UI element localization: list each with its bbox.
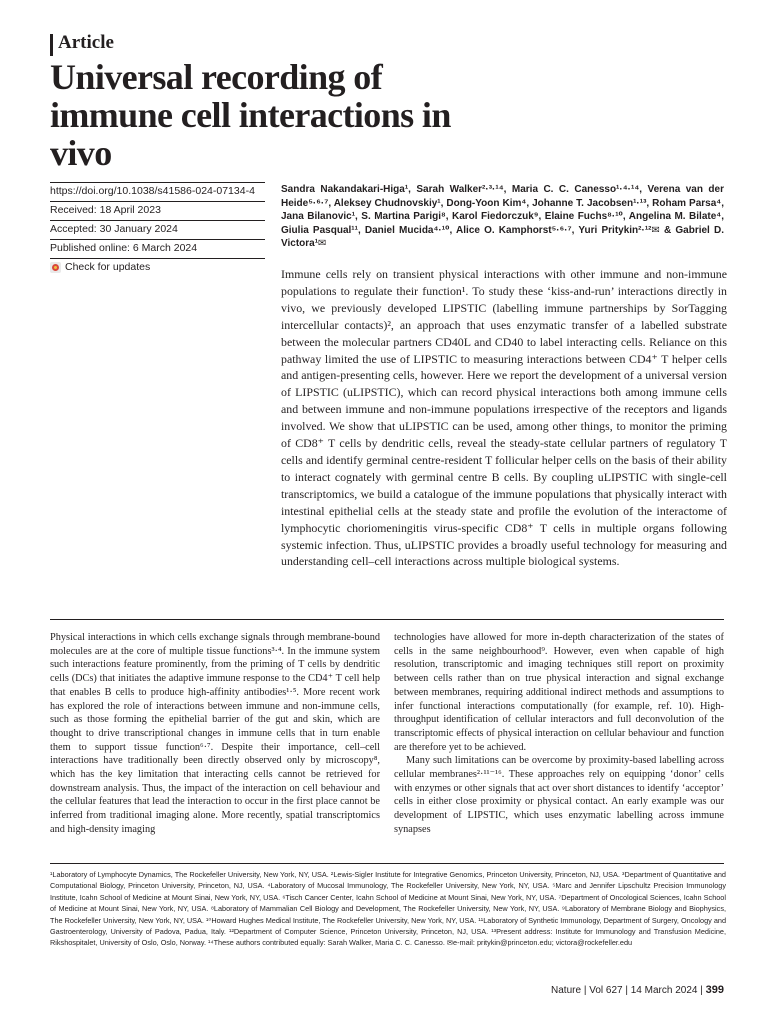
body-paragraph: technologies have allowed for more in-depth characterization of the states of cells in the same neighbourhood⁹. However, even when capable of high resolution, transcriptomic and imaging techniques still report on proximity between cells rather than on true physical interaction and signal exchange between membranes, requiring additional indirect methods and assumptions to infer functional interactions computationally (for example, ref. 10). High-throughput identification of cellular interactors and full deconvolution of the transcriptomic effects of physical interaction on cellular behaviour and function are therefore yet to be achieved. <box>394 632 724 753</box>
footer-separator: | <box>583 985 587 996</box>
article-metadata <box>50 182 265 277</box>
section-divider <box>50 619 724 620</box>
accepted-date: Accepted: 30 January 2024 <box>50 221 265 240</box>
footer-separator: | <box>625 985 628 996</box>
abstract: Immune cells rely on transient physical interactions with other immune and non-immune populations to regulate their function¹. To study these ‘kiss-and-run’ interactions directly in vivo, we previously developed LIPSTIC (labelling immune partnerships by SorTagging intercellular contacts)², an approach that uses enzymatic transfer of a labelled substrate between the molecular partners CD40L and CD40 to label interacting cells. Reliance on this pathway limited the use of LIPSTIC to measuring interactions between CD4⁺ T helper cells and antigen-presenting cells, however. Here we report the development of a universal version of LIPSTIC (uLIPSTIC), which can record physical interactions both among immune cells and between immune and non-immune populations irrespective of the receptors and ligands involved. We show that uLIPSTIC can be used, among other things, to monitor the priming of CD8⁺ T cells by dendritic cells, reveal the steady-state cellular partners of regulatory T cells and identify germinal centre-resident T follicular helper cells on the basis of their ability to interact cognately with germinal centre B cells. By coupling uLIPSTIC with single-cell transcriptomics, we build a catalogue of the immune populations that physically interact with intestinal epithelial cells at the steady state and profile the evolution of the interactome of lymphocytic choriomeningitis virus-specific CD8⁺ T cells in multiple organs following systemic infection. Thus, uLIPSTIC provides a broadly useful technology for measuring and understanding cell–cell interactions across multiple biological systems. <box>281 267 727 569</box>
body-paragraph: Many such limitations can be overcome by proximity-based labelling across cellular membranes²·¹¹⁻¹⁶. These approaches rely on equipping ‘donor’ cells with enzymes or other signals that act over short distances to identify ‘acceptor’ cells in either close proximity or physical contact. An early example was our development of LIPSTIC, which uses enzymatic labelling across immune synapses <box>394 755 724 835</box>
page-footer <box>551 984 724 996</box>
article-title: Universal recording of immune cell interactions in vivo <box>50 57 451 173</box>
page-number: 399 <box>705 984 724 996</box>
journal-name: Nature <box>551 985 582 996</box>
doi-link[interactable]: https://doi.org/10.1038/s41586-024-07134-4 <box>50 182 265 202</box>
check-updates-icon <box>50 262 61 273</box>
check-updates-label: Check for updates <box>65 261 151 273</box>
journal-volume: Vol 627 <box>589 985 623 996</box>
received-date: Received: 18 April 2023 <box>50 202 265 221</box>
header-corner-mark <box>50 34 53 56</box>
body-column-left <box>50 631 380 837</box>
body-column-right <box>394 631 724 837</box>
issue-date: 14 March 2024 <box>630 985 698 996</box>
footnote-divider <box>50 863 724 864</box>
article-type-label: Article <box>58 32 114 53</box>
check-for-updates-button[interactable] <box>50 259 265 277</box>
footer-separator: | <box>700 985 703 996</box>
body-paragraph: Physical interactions in which cells exchange signals through membrane-bound molecules are at the core of multiple tissue functions³·⁴. In the immune system such interactions feature prominently, from the priming of T cells by dendritic cells (DCs) that initiates the adaptive immune response to the CD4⁺ T cell help that enables B cells to produce high-affinity antibodies¹·⁵. More recent work has explored the role of interactions between immune and non-immune cells, such as those forming the epithelial barrier of the gut and skin, which are thought to drive transcriptional changes in immune cells that in turn enable them to support tissue function⁶·⁷. Despite their importance, cell–cell interactions have traditionally been directly observed only by microscopy⁸, which has the key limitation that interacting cells cannot be retrieved for downstream analysis. Thus, the impact of the interaction on cell behaviour and the cellular features that lead the interaction to occur in the first place cannot be inferred from traditional imaging alone. More recently, spatial transcriptomics and high-density imaging <box>50 632 380 835</box>
author-list: Sandra Nakandakari-Higa¹, Sarah Walker²·³·¹⁴, Maria C. C. Canesso¹·⁴·¹⁴, Verena van der Heide⁵·⁶·⁷, Aleksey Chudnovskiy¹, Dong-Yoon Kim⁴, Johanne T. Jacobsen¹·¹³, Roham Parsa⁴, Jana Bilanovic¹, S. Martina Parigi⁸, Karol Fiedorczuk⁹, Elaine Fuchs⁸·¹⁰, Angelina M. Bilate⁴, Giulia Pasqual¹¹, Daniel Mucida⁴·¹⁰, Alice O. Kamphorst⁵·⁶·⁷, Yuri Pritykin²·¹²✉ & Gabriel D. Victora¹✉ <box>281 184 724 250</box>
published-date: Published online: 6 March 2024 <box>50 240 265 259</box>
affiliations-footnotes: ¹Laboratory of Lymphocyte Dynamics, The Rockefeller University, New York, NY, USA. ²Lewis-Sigler Institute for Integrative Genomics, Princeton University, Princeton, NJ, USA. ³Department of Quantitative and Computational Biology, Princeton University, Princeton, NJ, USA. ⁴Laboratory of Mucosal Immunology, The Rockefeller University, New York, NY, USA. ⁵Marc and Jennifer Lipschultz Precision Immunology Institute, Icahn School of Medicine at Mount Sinai, New York, NY, USA. ⁶Tisch Cancer Center, Icahn School of Medicine at Mount Sinai, New York, NY, USA. ⁷Department of Oncological Sciences, Icahn School of Medicine at Mount Sinai, New York, NY, USA. ⁸Laboratory of Mammalian Cell Biology and Development, The Rockefeller University, New York, NY, USA. ⁹Laboratory of Membrane Biology and Biophysics, The Rockefeller University, New York, NY, USA. ¹⁰Howard Hughes Medical Institute, The Rockefeller University, New York, NY, USA. ¹¹Laboratory of Synthetic Immunology, Department of Surgery, Oncology and Gastroenterology, University of Padova, Padua, Italy. ¹²Department of Computer Science, Princeton University, Princeton, NJ, USA. ¹³Present address: Institute for Immunology and Transfusion Medicine, Rikshospitalet, University of Oslo, Oslo, Norway. ¹⁴These authors contributed equally: Sarah Walker, Maria C. C. Canesso. ✉e-mail: pritykin@princeton.edu; victora@rockefeller.edu <box>50 870 726 948</box>
